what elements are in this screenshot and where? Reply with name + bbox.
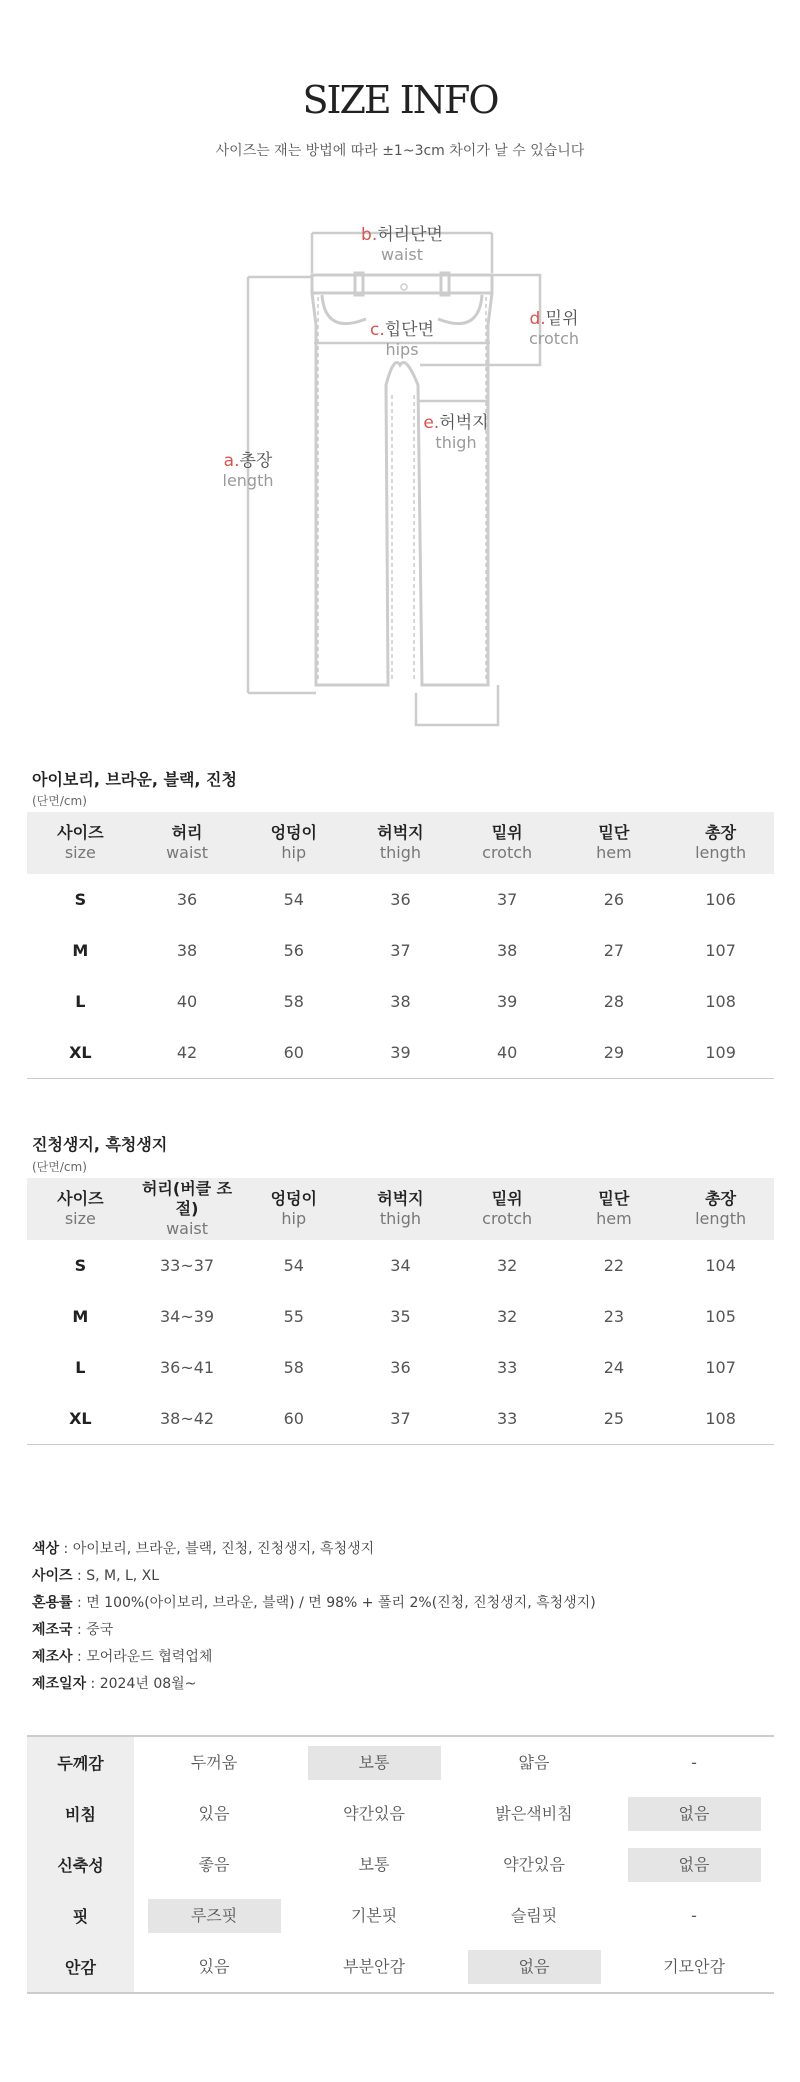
table-cell: 40 [454, 1027, 561, 1079]
table-cell: 33 [454, 1393, 561, 1445]
table-cell: 106 [705, 890, 736, 909]
col-header-hem [561, 812, 668, 874]
text-label: 밑단 [598, 1189, 630, 1208]
text-label: b. [361, 225, 378, 245]
feature-option-selected: 없음 [468, 1950, 601, 1984]
pants-diagram [0, 215, 800, 735]
text-label: 사이즈 [57, 823, 104, 842]
feature-cell [454, 1736, 614, 1788]
info-row-country: 제조국 : 중국 [32, 1622, 114, 1638]
table-cell: 105 [705, 1307, 736, 1326]
table1-title: 아이보리, 브라운, 블랙, 진청 [32, 770, 237, 789]
table-cell: 37 [496, 890, 518, 909]
table1-unit: (단면/cm) [32, 794, 87, 808]
table-cell: 54 [283, 1256, 304, 1275]
table-cell: XL [27, 1027, 134, 1079]
text-label: crotch [482, 843, 533, 862]
table-row [27, 925, 774, 976]
table-cell: 58 [283, 992, 304, 1011]
text-label: length [695, 1209, 747, 1228]
feature-name: 안감 [27, 1941, 134, 1993]
text-label: hip [281, 1209, 307, 1228]
crotch-label [512, 304, 596, 348]
table-cell: 58 [283, 1358, 304, 1377]
table2-unit: (단면/cm) [32, 1160, 87, 1174]
feature-option-selected: 없음 [628, 1848, 761, 1882]
table-cell: L [75, 1358, 86, 1377]
feature-cell [294, 1788, 454, 1839]
feature-name: 핏 [27, 1890, 134, 1941]
table-cell: 29 [561, 1027, 668, 1079]
table-cell: 38 [176, 941, 198, 960]
text-label: 총장 [705, 1189, 737, 1208]
feature-cell [614, 1890, 774, 1941]
table-cell: M [72, 1307, 89, 1326]
col-header-size [27, 1178, 134, 1240]
feature-name: 비침 [27, 1788, 134, 1839]
feature-option-selected: 보통 [308, 1746, 441, 1780]
table2-title: 진청생지, 흑청생지 [32, 1135, 168, 1154]
col-header-hip [240, 1178, 347, 1240]
table-cell: 109 [667, 1027, 774, 1079]
table-cell: 54 [283, 890, 304, 909]
text-label: 면 100%(아이보리, 브라운, 블랙) / 면 98% + 폴리 2%(진청, 진청생지, 흑청생지) [86, 1595, 596, 1611]
feature-table [27, 1735, 774, 1994]
text-label [214, 446, 282, 471]
feature-name: 신축성 [27, 1839, 134, 1890]
text-label: 혼용률 [32, 1595, 73, 1611]
text-label: 엉덩이 [270, 1189, 317, 1208]
feature-cell [614, 1736, 774, 1788]
table-cell: 34~39 [159, 1307, 215, 1326]
feature-option: - [691, 1905, 697, 1925]
feature-option: 약간있음 [503, 1854, 565, 1874]
feature-option-selected: 없음 [628, 1797, 761, 1831]
table-cell: 32 [496, 1307, 518, 1326]
feature-option: 있음 [198, 1956, 230, 1976]
text-label: waist [381, 245, 423, 264]
text-label: length [695, 843, 747, 862]
text-label: crotch [528, 329, 580, 348]
text-label: 허리단면 [377, 225, 443, 245]
text-label: thigh [379, 1209, 422, 1228]
text-label: hips [385, 340, 419, 359]
feature-cell [134, 1788, 294, 1839]
table-cell: 107 [705, 941, 736, 960]
table-cell: 60 [240, 1027, 347, 1079]
page-title: SIZE INFO [302, 78, 498, 122]
table-cell: 56 [283, 941, 304, 960]
col-header-size [27, 812, 134, 874]
feature-option: 부분안감 [343, 1956, 405, 1976]
text-label [416, 408, 496, 433]
text-label: 2024년 08월~ [99, 1676, 197, 1692]
table-cell: 36 [390, 890, 411, 909]
table-row [27, 1291, 774, 1342]
table-cell: 38 [390, 992, 411, 1011]
text-label: size [64, 1209, 96, 1228]
feature-option: 두꺼움 [190, 1752, 238, 1772]
table-row [27, 976, 774, 1027]
text-label: length [222, 471, 274, 490]
feature-cell [454, 1839, 614, 1890]
feature-option: 보통 [358, 1854, 390, 1874]
info-row-material: 혼용률 : 면 100%(아이보리, 브라운, 블랙) / 면 98% + 폴리 2%(진청, 진청생지, 흑청생지) [32, 1595, 596, 1611]
text-label: 허리(버클 조절) [141, 1179, 233, 1218]
text-label: 사이즈 [32, 1568, 73, 1584]
feature-option: 얇음 [518, 1752, 550, 1772]
table-cell: 37 [347, 1393, 454, 1445]
text-label: 허벅지 [377, 1189, 424, 1208]
feature-cell [134, 1890, 294, 1941]
col-header-crotch [454, 1178, 561, 1240]
table-cell: 37 [390, 941, 411, 960]
table-cell: 22 [603, 1256, 625, 1275]
table-cell: 108 [667, 1393, 774, 1445]
text-label: 제조국 [32, 1622, 73, 1638]
hips-label [364, 315, 440, 359]
table-row [27, 1240, 774, 1291]
table-row [27, 1342, 774, 1393]
table-cell: 108 [705, 992, 736, 1011]
text-label: 밑위 [491, 823, 523, 842]
table-cell: 38~42 [134, 1393, 241, 1445]
table-cell: 36~41 [159, 1358, 215, 1377]
feature-option-selected: 루즈핏 [148, 1899, 281, 1933]
table-cell: 25 [561, 1393, 668, 1445]
table-cell: 33~37 [159, 1256, 215, 1275]
feature-cell [454, 1788, 614, 1839]
info-row-maker: 제조사 : 모어라운드 협력업체 [32, 1649, 213, 1665]
table-cell: 36 [176, 890, 198, 909]
text-label: S, M, L, XL [86, 1568, 160, 1584]
feature-cell [454, 1890, 614, 1941]
text-label: 색상 [32, 1541, 60, 1557]
text-label: 총장 [705, 823, 737, 842]
size-table-1 [27, 812, 774, 1079]
text-label: crotch [482, 1209, 533, 1228]
text-label: 허리 [171, 823, 203, 842]
feature-row-fit [27, 1890, 774, 1941]
text-label: a. [223, 451, 240, 471]
feature-cell [294, 1941, 454, 1993]
text-label: thigh [435, 433, 477, 452]
text-label: waist [166, 843, 209, 862]
info-row-color: 색상 : 아이보리, 브라운, 블랙, 진청, 진청생지, 흑청생지 [32, 1541, 375, 1557]
size-table-2 [27, 1178, 774, 1445]
table-cell: 24 [603, 1358, 625, 1377]
info-row-date: 제조일자 : 2024년 08월~ [32, 1676, 197, 1692]
feature-cell [614, 1839, 774, 1890]
table-cell: 104 [705, 1256, 736, 1275]
text-label: 밑위 [545, 309, 579, 329]
feature-row-sheerness [27, 1788, 774, 1839]
feature-cell [454, 1941, 614, 1993]
text-label: 제조일자 [32, 1676, 87, 1692]
feature-option: 기모안감 [663, 1956, 725, 1976]
col-header-crotch [454, 812, 561, 874]
feature-option: 슬림핏 [510, 1905, 558, 1925]
col-header-waist [134, 1178, 241, 1240]
text-label [356, 220, 448, 245]
text-label: hem [596, 1209, 632, 1228]
feature-row-lining [27, 1941, 774, 1993]
text-label: hip [281, 843, 307, 862]
text-label: 사이즈 [57, 1189, 104, 1208]
text-label: 아이보리, 브라운, 블랙, 진청, 진청생지, 흑청생지 [72, 1541, 375, 1557]
feature-cell [614, 1941, 774, 1993]
table-cell: 26 [603, 890, 625, 909]
table-cell: 23 [603, 1307, 625, 1326]
text-label: 중국 [86, 1622, 114, 1638]
col-header-length [667, 1178, 774, 1240]
text-label: thigh [379, 843, 422, 862]
text-label: 엉덩이 [270, 823, 317, 842]
col-header-waist [134, 812, 241, 874]
feature-cell [294, 1736, 454, 1788]
col-header-length [667, 812, 774, 874]
table-cell: M [72, 941, 89, 960]
feature-cell [134, 1839, 294, 1890]
text-label: d. [529, 309, 546, 329]
length-label [214, 446, 282, 490]
table-cell: 60 [240, 1393, 347, 1445]
table-row [27, 1178, 774, 1240]
feature-option: 있음 [198, 1803, 230, 1823]
feature-name: 두께감 [27, 1736, 134, 1788]
text-label: hem [596, 843, 632, 862]
text-label: 제조사 [32, 1649, 73, 1665]
feature-row-stretch [27, 1839, 774, 1890]
text-label: 허벅지 [439, 413, 489, 433]
table-cell: 35 [390, 1307, 411, 1326]
table-cell: S [74, 1256, 87, 1275]
table-cell: 42 [134, 1027, 241, 1079]
feature-option: 밝은색비침 [495, 1803, 573, 1823]
product-info [32, 1536, 596, 1698]
feature-cell [134, 1941, 294, 1993]
text-label: 총장 [239, 451, 273, 471]
feature-cell [614, 1788, 774, 1839]
text-label: 힙단면 [384, 320, 435, 340]
col-header-hem [561, 1178, 668, 1240]
page-subtitle: 사이즈는 재는 방법에 따라 ±1~3cm 차이가 날 수 있습니다 [215, 143, 585, 159]
table-cell: 39 [347, 1027, 454, 1079]
text-label: c. [369, 320, 385, 340]
feature-option: - [691, 1752, 697, 1772]
table-row [27, 812, 774, 874]
feature-cell [294, 1890, 454, 1941]
table-cell: 27 [603, 941, 625, 960]
table-cell: 40 [176, 992, 198, 1011]
table-cell: 32 [496, 1256, 518, 1275]
table-cell: 33 [496, 1358, 518, 1377]
table-cell: L [75, 992, 86, 1011]
text-label [512, 304, 596, 329]
info-row-size: 사이즈 : S, M, L, XL [32, 1568, 160, 1584]
table-cell: XL [27, 1393, 134, 1445]
feature-cell [294, 1839, 454, 1890]
table-row [27, 1027, 774, 1079]
table-cell: 39 [496, 992, 518, 1011]
table-cell: S [74, 890, 87, 909]
table-cell: 107 [705, 1358, 736, 1377]
table-cell: 38 [496, 941, 518, 960]
col-header-thigh [347, 1178, 454, 1240]
text-label: size [64, 843, 96, 862]
text-label: 밑단 [598, 823, 630, 842]
table-cell: 36 [390, 1358, 411, 1377]
table-cell: 55 [283, 1307, 304, 1326]
feature-row-thickness [27, 1736, 774, 1788]
text-label: 밑위 [491, 1189, 523, 1208]
text-label: 허벅지 [377, 823, 424, 842]
waist-label [356, 220, 448, 264]
col-header-hip [240, 812, 347, 874]
feature-option: 좋음 [198, 1854, 230, 1874]
table-cell: 34 [390, 1256, 411, 1275]
text-label: waist [166, 1219, 209, 1238]
table-row [27, 1393, 774, 1445]
table-cell: 28 [603, 992, 625, 1011]
thigh-label [416, 408, 496, 452]
feature-option: 기본핏 [350, 1905, 398, 1925]
feature-cell [134, 1736, 294, 1788]
feature-option: 약간있음 [343, 1803, 405, 1823]
col-header-thigh [347, 812, 454, 874]
text-label: e. [423, 413, 440, 433]
text-label: 모어라운드 협력업체 [86, 1649, 213, 1665]
text-label [364, 315, 440, 340]
table-row [27, 874, 774, 925]
